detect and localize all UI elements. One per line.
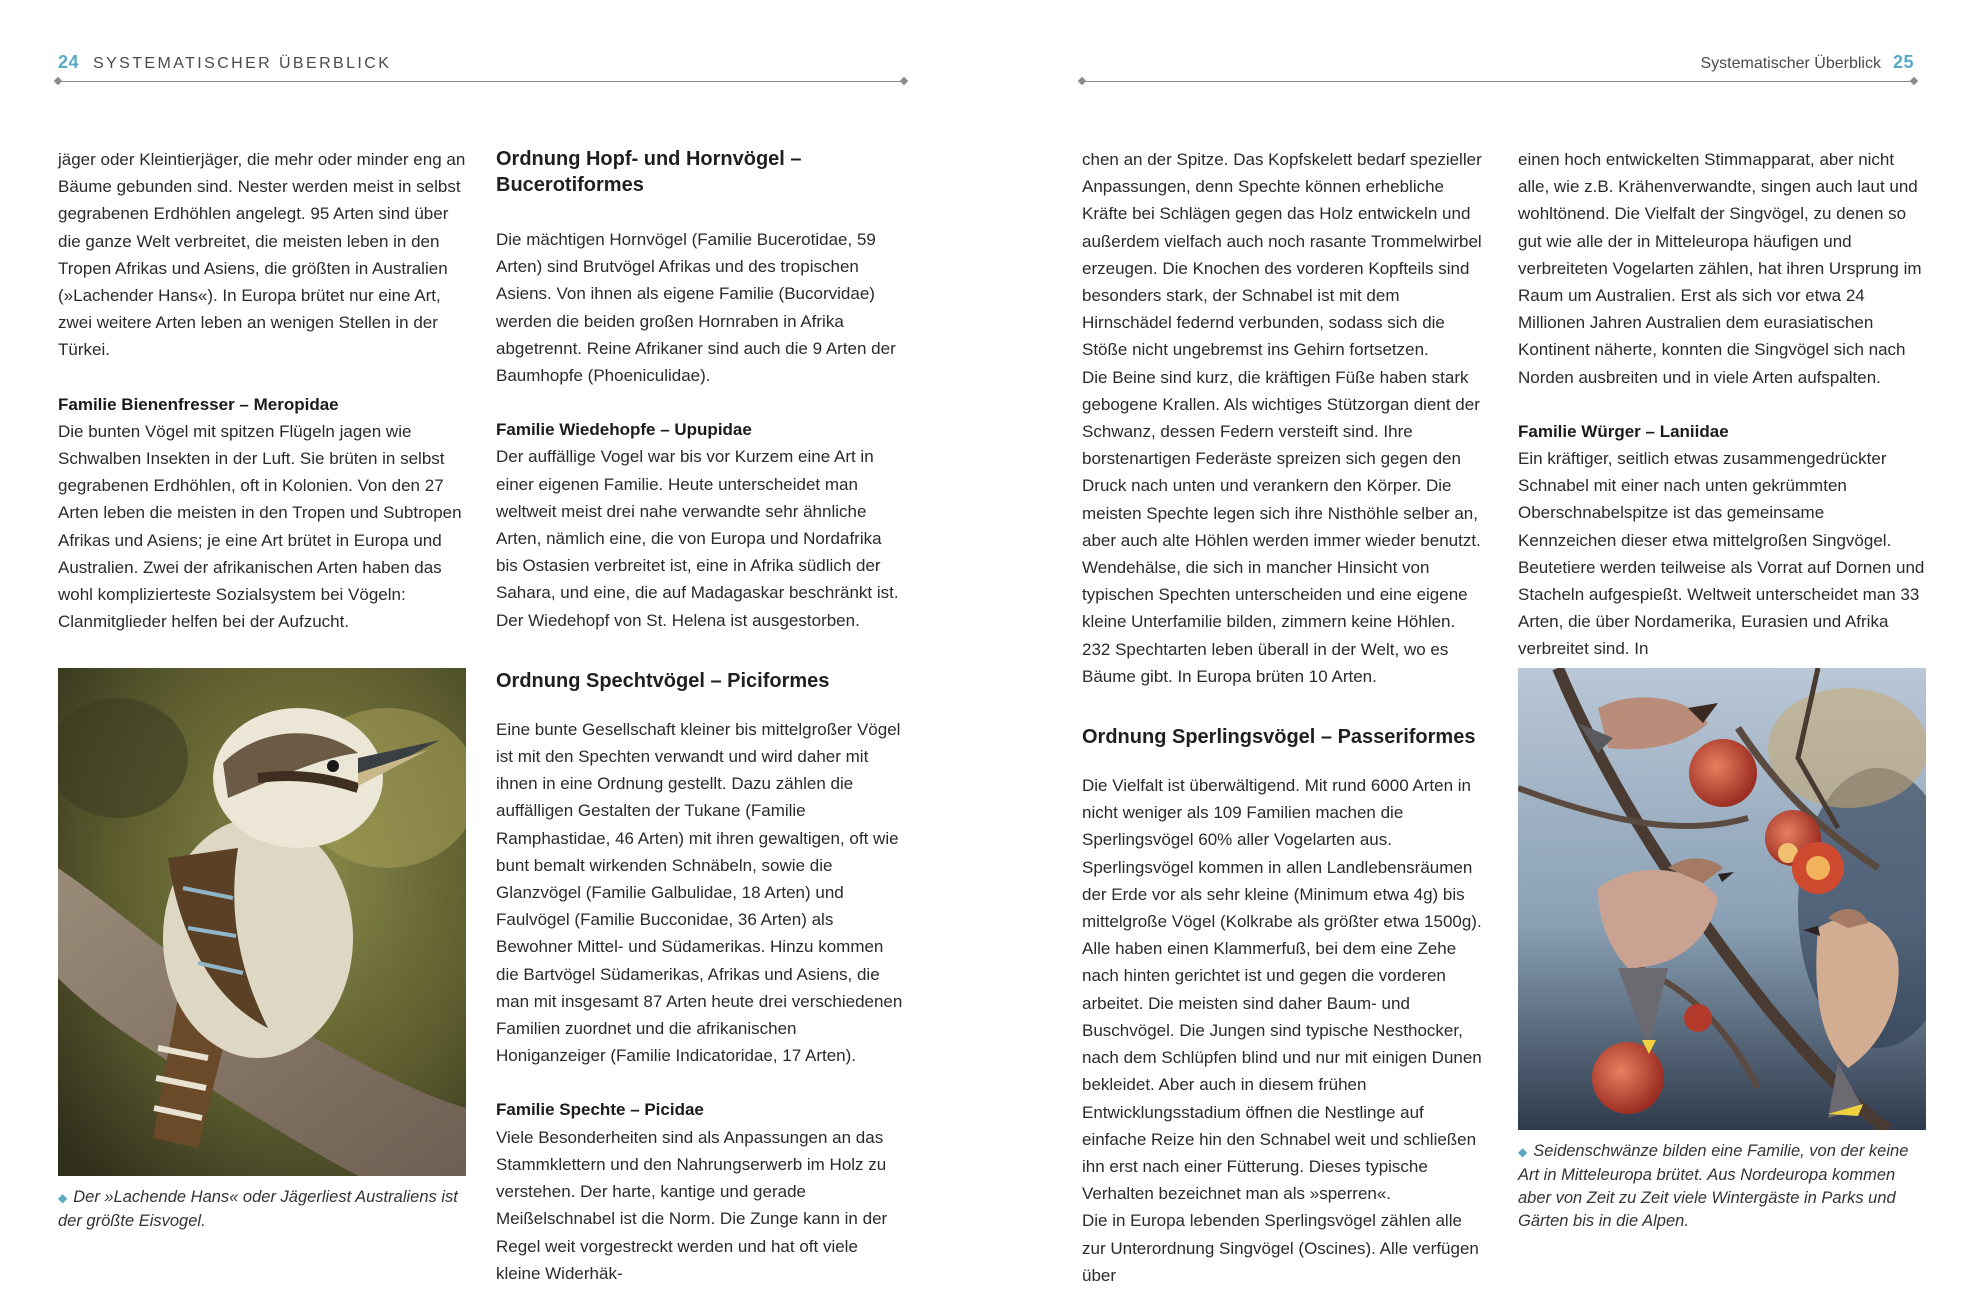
column-2 [496, 146, 904, 1287]
kookaburra-caption [58, 1186, 468, 1233]
spechte-heading: Familie Spechte – Picidae [496, 1100, 704, 1120]
bienenfresser-text: Die bunten Vögel mit spitzen Flügeln jagen wie Schwalben Insekten in der Luft. Sie brüten in selbst gegrabenen Erdhöhlen, oft in Kolonien. Von den 27 Arten leben die meisten in den Tropen und Subtropen Afrikas und Asiens; je eine Art brütet in Europa und Australien. Zwei der afrikanischen Arten haben das wohl komplizierteste Sozialsystem bei Vögeln: Clanmitglieder helfen bei der Aufzucht. [58, 421, 462, 632]
waxwing-caption [1518, 1140, 1926, 1233]
right-page [986, 0, 1972, 1299]
left-page-number: 24 [58, 52, 80, 72]
left-header-title: SYSTEMATISCHER ÜBERBLICK [93, 55, 392, 72]
col3-text-1: chen an der Spitze. Das Kopfskelett bedarf spezieller Anpassungen, denn Spechte können erhebliche Kräfte bei Schlägen gegen das Holz entwickeln und außerdem vielfach auch noch rasante Trommelwirbel erzeugen. Die Knochen des vorderen Kopfteils sind besonders stark, der Schnabel ist mit dem Hirnschädel federnd verbunden, sodass sich die Stöße nicht ungebremst ins Gehirn fortsetzen. [1082, 150, 1482, 360]
sperlingsvoegel-text-1: Die Vielfalt ist überwältigend. Mit rund 6000 Arten in nicht weniger als 109 Familien machen die Sperlingsvögel 60% aller Vogelarten aus. Sperlingsvögel kommen in allen Landlebensräumen der Erde vor als sehr kleine (Minimum etwa 4g) bis mittelgroße Vögel (Kolkrabe als größter etwa 1500g). Alle haben einen Klammerfuß, bei dem eine Zehe nach hinten gerichtet ist und gegen die vorderen arbeitet. Die meisten sind daher Baum- und Buschvögel. Die Jungen sind typische Nesthocker, nach dem Schlüpfen blind und nur mit einigen Dunen bekleidet. Aber auch in diesem frühen Entwicklungsstadium öffnen die Nestlinge auf einfache Reize hin den Schnabel weit und schließen ihn erst nach einer Fütterung. Dieses typische Verhalten bezeichnet man als »sperren«. [1082, 776, 1482, 1204]
wiedehopfe-heading: Familie Wiedehopfe – Upupidae [496, 420, 752, 440]
spechtvoegel-text: Eine bunte Gesellschaft kleiner bis mittelgroßer Vögel ist mit den Spechten verwandt und wird daher mit ihnen in eine Ordnung gestellt. Dazu zählen die auffälligen Gestalten der Tukane (Familie Ramphastidae, 46 Arten) mit ihren gewaltigen, oft wie bunt bemalt wirkenden Schnäbeln, sowie die Glanzvögel (Familie Galbulidae, 18 Arten) und Faulvögel (Familie Bucconidae, 36 Arten) als Bewohner Mittel- und Südamerikas. Hinzu kommen die Bartvögel Südamerikas, Afrikas und Asiens, die man mit insgesamt 87 Arten heute drei verschiedenen Familien zuordnet und die afrikanischen Honiganzeiger (Familie Indicatoridae, 17 Arten). [496, 719, 903, 1066]
col1-intro-text: jäger oder Kleintierjäger, die mehr oder minder eng an Bäume gebunden sind. Nester werden meist in selbst gegrabenen Erdhöhlen angelegt. 95 Arten sind über die ganze Welt verbreitet, die meisten leben in den Tropen Afrikas und Asiens, die größten in Australien (»Lachender Hans«). In Europa brütet nur eine Art, zwei weitere Arten leben an wenigen Stellen in der Türkei. [58, 150, 466, 360]
hornvoegel-order-heading: Ordnung Hopf- und Hornvögel – Bucerotiformes [496, 148, 802, 196]
col4-text-1: einen hoch entwickelten Stimmapparat, aber nicht alle, wie z.B. Krähenverwandte, singen auch laut und wohltönend. Die Vielfalt der Singvögel, zu denen so gut wie alle der in Mitteleuropa häufigen und verbreiteten Vogelarten zählen, hat ihren Ursprung im Raum um Australien. Erst als sich vor etwa 24 Millionen Jahren Australien dem eurasiatischen Kontinent näherte, konnten die Singvögel sich nach Norden ausbreiten und in viele Arten aufspalten. [1518, 150, 1922, 387]
right-page-number: 25 [1892, 52, 1914, 72]
column-4 [1518, 146, 1926, 663]
wuerger-text: Ein kräftiger, seitlich etwas zusammengedrückter Schnabel mit einer nach unten gekrümmten Oberschnabelspitze ist das gemeinsame Kennzeichen dieser etwa mittelgroßen Singvögel. Beutetiere werden teilweise als Vorrat auf Dornen und Stacheln aufgespießt. Weltweit unterscheidet man 33 Arten, die über Nordamerika, Eurasien und Afrika verbreitet sind. In [1518, 449, 1925, 659]
caption-bullet-icon: ◆ [1518, 1145, 1528, 1159]
left-header-rule [58, 81, 904, 82]
waxwing-photo [1518, 668, 1926, 1130]
sperlingsvoegel-text-2: Die in Europa lebenden Sperlingsvögel zählen alle zur Unterordnung Singvögel (Oscines). Alle verfügen über [1082, 1211, 1479, 1285]
kookaburra-caption-text: Der »Lachende Hans« oder Jägerliest Australiens ist der größte Eisvogel. [58, 1188, 458, 1230]
bienenfresser-heading: Familie Bienenfresser – Meropidae [58, 394, 339, 414]
column-3 [1082, 146, 1490, 1289]
wuerger-heading: Familie Würger – Laniidae [1518, 421, 1729, 441]
sperlingsvoegel-order-heading: Ordnung Sperlingsvögel – Passeriformes [1082, 726, 1476, 749]
waxwing-caption-text: Seidenschwänze bilden eine Familie, von der keine Art in Mitteleuropa brütet. Aus Nordeuropa kommen aber von Zeit zu Zeit viele Wintergäste in Parks und Gärten bis in die Alpen. [1518, 1142, 1909, 1230]
wiedehopfe-text: Der auffällige Vogel war bis vor Kurzem eine Art in einer eigenen Familie. Heute unterscheidet man weltweit meist drei nahe verwandte sehr ähnliche Arten, nämlich eine, die von Europa und Nordafrika bis Ostasien verbreitet ist, eine in Afrika südlich der Sahara, und eine, die auf Madagaskar beschränkt ist. Der Wiedehopf von St. Helena ist ausgestorben. [496, 447, 899, 630]
caption-bullet-icon: ◆ [58, 1191, 68, 1205]
right-header-rule [1082, 81, 1914, 82]
right-header-title: Systematischer Überblick [1700, 55, 1881, 72]
kookaburra-photo [58, 668, 466, 1176]
col3-text-3: 232 Spechtarten leben überall in der Welt, wo es Bäume gibt. In Europa brüten 10 Arten. [1082, 639, 1449, 686]
col3-text-2: Die Beine sind kurz, die kräftigen Füße haben stark gebogene Krallen. Als wichtiges Stützorgan dient der Schwanz, dessen Federn versteift sind. Ihre borstenartigen Federäste spreizen sich gegen den Druck nach unten und verankern den Körper. Die meisten Spechte legen sich ihre Nisthöhle selber an, aber auch alte Höhlen werden immer wieder benutzt. Wendehälse, die sich in mancher Hinsicht von typischen Spechten unterscheiden und eine eigene kleine Unterfamilie bilden, zimmern keine Höhlen. [1082, 367, 1481, 632]
column-1 [58, 146, 466, 635]
hornvoegel-text: Die mächtigen Hornvögel (Familie Bucerotidae, 59 Arten) sind Brutvögel Afrikas und des tropischen Asiens. Von ihnen als eigene Familie (Bucorvidae) werden die beiden großen Hornraben in Afrika abgetrennt. Reine Afrikaner sind auch die 9 Arten der Baumhopfe (Phoeniculidae). [496, 230, 896, 386]
spechte-text: Viele Besonderheiten sind als Anpassungen an das Stammklettern und den Nahrungserwerb im Holz zu verstehen. Der harte, kantige und gerade Meißelschnabel ist die Norm. Die Zunge kann in der Regel weit vorgestreckt werden und hat oft viele kleine Widerhäk- [496, 1127, 888, 1283]
left-running-header [58, 52, 904, 82]
right-running-header [1082, 52, 1914, 82]
spechtvoegel-order-heading: Ordnung Spechtvögel – Piciformes [496, 669, 830, 692]
